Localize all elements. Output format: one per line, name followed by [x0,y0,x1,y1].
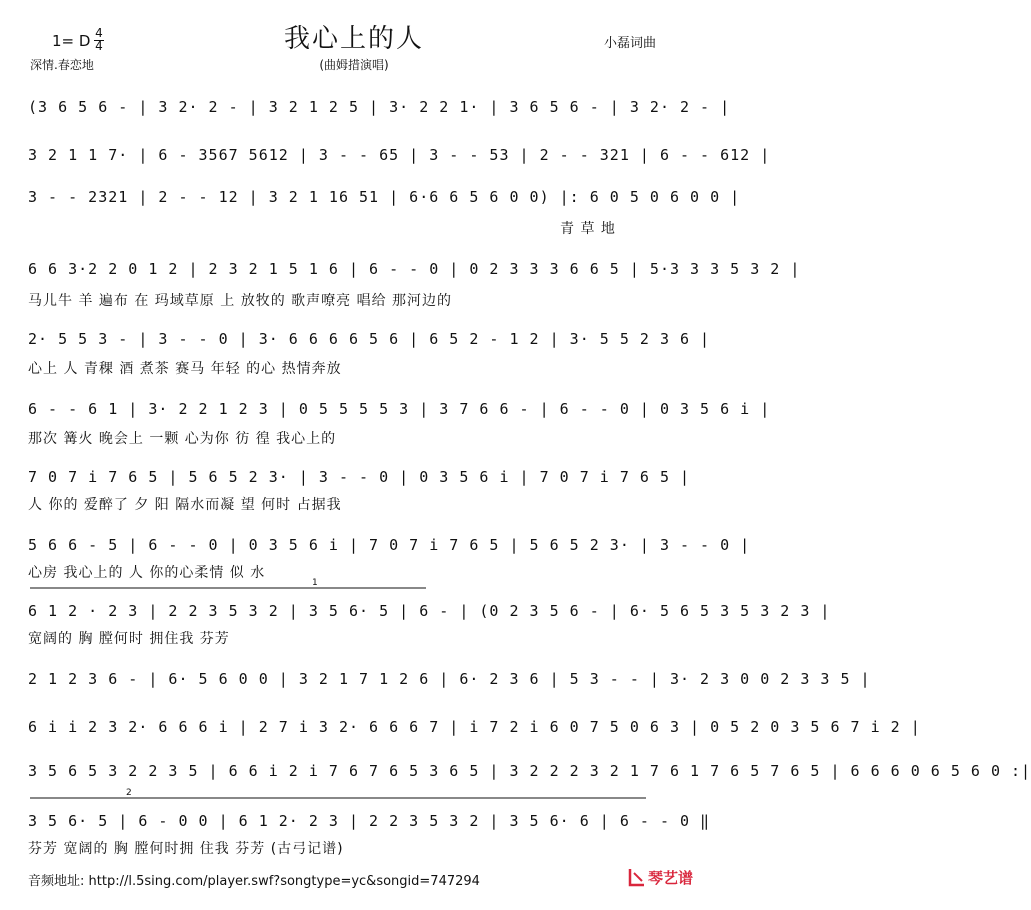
time-signature-bottom: 4 [95,39,103,53]
score-line-6: 6 - - 6 1 | 3· 2 2 1 2 3 | 0 5 5 5 5 3 | 3 7 6 6 - | 6 - - 0 | 0 3 5 6 i | [28,400,771,418]
score-line-4: 6 6 3·2 2 0 1 2 | 2 3 2 1 5 1 6 | 6 - - 0 | 0 2 3 3 3 6 6 5 | 5·3 3 3 5 3 2 | [28,260,801,278]
lyrics-line-9: 宽阔的 胸 膛何时 拥住我 芬芳 [28,631,230,647]
composer-credit: 小磊词曲 [604,36,657,51]
lyrics-line-7: 人 你的 爱醉了 夕 阳 隔水而凝 望 何时 占据我 [28,497,342,513]
score-line-2: 3 2 1 1 7· | 6 - 3567 5612 | 3 - - 65 | 3 - - 53 | 2 - - 321 | 6 - - 612 | [28,146,771,164]
volta-number-1: 1 [312,578,318,588]
lyrics-line-5: 心上 人 青稞 酒 煮茶 赛马 年轻 的心 热情奔放 [28,361,342,377]
logo-icon [628,867,646,887]
volta-bracket-2 [28,790,648,804]
tempo-mood: 深情.春恋地 [30,58,94,72]
score-line-9: 6 1 2 · 2 3 | 2 2 3 5 3 2 | 3 5 6· 5 | 6 - | (0 2 3 5 6 - | 6· 5 6 5 3 5 3 2 3 | [28,602,831,620]
lyrics-line-8: 心房 我心上的 人 你的心柔情 似 水 [28,565,266,581]
score-line-10: 2 1 2 3 6 - | 6· 5 6 0 0 | 3 2 1 7 1 2 6 | 6· 2 3 6 | 5 3 - - | 3· 2 3 0 0 2 3 3 5 | [28,670,871,688]
score-line-8: 5 6 6 - 5 | 6 - - 0 | 0 3 5 6 i | 7 0 7 i 7 6 5 | 5 6 5 2 3· | 3 - - 0 | [28,536,751,554]
lyrics-line-3: 青 草 地 [560,221,616,237]
lyrics-line-4: 马儿牛 羊 遍布 在 玛域草原 上 放牧的 歌声嘹亮 唱给 那河边的 [28,293,453,309]
score-line-3: 3 - - 2321 | 2 - - 12 | 3 2 1 16 51 | 6·6 6 5 6 0 0) |: 6 0 5 0 6 0 0 | [28,188,741,206]
time-signature [94,28,104,52]
score-line-5: 2· 5 5 3 - | 3 - - 0 | 3· 6 6 6 6 5 6 | 6 5 2 - 1 2 | 3· 5 5 2 3 6 | [28,330,711,348]
lyrics-line-6: 那次 篝火 晚会上 一颗 心为你 彷 徨 我心上的 [28,431,337,447]
qinyipu-logo [628,866,700,888]
volta-number-2: 2 [126,788,132,798]
logo-text: 琴艺谱 [648,869,694,887]
singer-credit: (曲姆措演唱) [319,58,389,72]
score-line-7: 7 0 7 i 7 6 5 | 5 6 5 2 3· | 3 - - 0 | 0 3 5 6 i | 7 0 7 i 7 6 5 | [28,468,691,486]
song-title: 我心上的人 [283,24,424,54]
lyrics-line-13: 芬芳 宽阔的 胸 膛何时拥 住我 芬芳 (古弓记谱) [28,841,344,857]
score-line-11: 6 i i 2 3 2· 6 6 6 i | 2 7 i 3 2· 6 6 6 7 | i 7 2 i 6 0 7 5 0 6 3 | 0 5 2 0 3 5 6 7 i 2 | [28,718,921,736]
time-signature-top: 4 [95,26,103,40]
score-line-1: (3 6 5 6 - | 3 2· 2 - | 3 2 1 2 5 | 3· 2 2 1· | 3 6 5 6 - | 3 2· 2 - | [28,98,731,116]
score-line-12: 3 5 6 5 3 2 2 3 5 | 6 6 i 2 i 7 6 7 6 5 3 6 5 | 3 2 2 2 3 2 1 7 6 1 7 6 5 7 6 5 | 6 6 6 0 6 5 6 0 :| [28,762,1031,780]
audio-address: 音频地址: http://l.5sing.com/player.swf?songtype=yc&songid=747294 [28,874,480,889]
key-signature: 1= D [52,32,91,50]
volta-bracket-1 [28,580,428,594]
score-line-13: 3 5 6· 5 | 6 - 0 0 | 6 1 2· 2 3 | 2 2 3 5 3 2 | 3 5 6· 6 | 6 - - 0 ‖ [28,812,711,830]
